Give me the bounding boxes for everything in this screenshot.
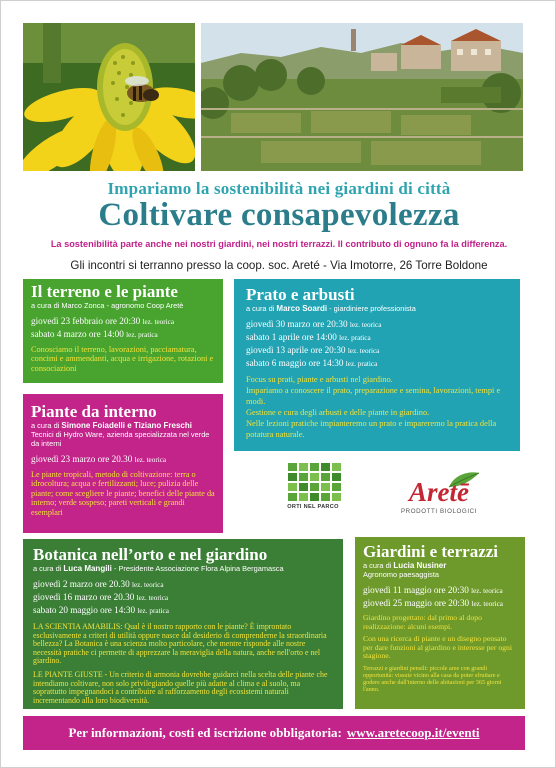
course-title: Piante da interno (31, 402, 157, 421)
course-interno (23, 394, 223, 533)
course-dates (246, 318, 508, 370)
course-curator-role: Agronomo paesaggista (363, 570, 440, 579)
orti-label: ORTI NEL PARCO (287, 504, 339, 510)
course-title: Giardini e terrazzi (363, 542, 499, 561)
events-link[interactable]: www.aretecoop.it/eventi (346, 725, 480, 740)
date-line: sabato 20 maggio ore 14:30 lez. pratica (33, 605, 169, 615)
info-banner (23, 716, 525, 750)
course-description: Focus su prati, piante e arbusti nel giardino. Impariamo a conoscere il prato, preparazione e semina, lavorazioni, tempi e modi. Gestione e cura degli arbusti e delle piante in giardino. Nelle lezioni pratiche impianteremo un prato e impareremo la pratica della potatura naturale. (246, 375, 501, 439)
course-title: Prato e arbusti (246, 285, 355, 304)
flower-bee-photo (23, 23, 195, 171)
course-description: Giardino progettato: dal primo al dopo realizzazione: alcuni esempi. Con una ricerca di piante e un disegno pensato per dare funzioni al giardino e interesse per ogni stagione. Terrazzi e giardini pensili: piccole aree con grandi opportunità: vissute vicino alla casa da poter sfruttare e godere anche dall'interno delle abitazioni per 365 giorni l'anno. (363, 613, 512, 694)
arete-name: Aretē (409, 477, 469, 507)
date-line: giovedì 13 aprile ore 20:30 lez. teorica (246, 345, 380, 355)
course-description: Conosciamo il terreno, lavorazioni, pacciamatura, concimi e ammendanti, acqua e irrigazione, rotazioni e consociazioni (31, 345, 214, 373)
course-dates (31, 315, 215, 341)
header-subtitle: Impariamo la sostenibilità nei giardini di città (107, 179, 451, 198)
course-curator: a cura di Lucia Nusiner (363, 561, 447, 570)
location-line: Gli incontri si terranno presso la coop. soc. Areté - Via Imotorre, 26 Torre Boldone (70, 259, 488, 272)
course-curator: a cura di Marco Soardi - giardiniere professionista (246, 304, 416, 313)
info-text: Per informazioni, costi ed iscrizione obbligatoria: (68, 725, 342, 740)
page-title: Coltivare consapevolezza (98, 197, 460, 233)
date-line: giovedì 2 marzo ore 20.30 lez. teorica (33, 579, 164, 589)
date-line: giovedì 11 maggio ore 20:30 lez. teorica (363, 585, 503, 595)
arete-subtitle: PRODOTTI BIOLOGICI (400, 508, 478, 515)
course-title: Il terreno e le piante (31, 282, 178, 301)
community-garden-photo (201, 23, 523, 171)
course-dates (31, 453, 215, 466)
date-line: giovedì 23 marzo ore 20.30 lez. teorica (31, 454, 167, 464)
course-curator: a cura di Luca Mangili - Presidente Associazione Flora Alpina Bergamasca (33, 564, 284, 573)
course-terrazzi (355, 537, 525, 709)
course-dates (363, 584, 517, 610)
orti-nel-parco-logo (283, 463, 343, 519)
arete-logo (393, 471, 485, 519)
date-line: sabato 6 maggio ore 14:30 lez. pratica (246, 358, 378, 368)
date-line: giovedì 23 febbraio ore 20:30 lez. teorica (31, 316, 175, 326)
course-dates (33, 578, 333, 617)
date-line: giovedì 30 marzo ore 20:30 lez. teorica (246, 319, 382, 329)
date-line: giovedì 16 marzo ore 20.30 lez. teorica (33, 592, 169, 602)
orti-grid-icon (288, 463, 343, 501)
course-description: Le piante tropicali, metodo di coltivazione: terra o idrocoltura; acqua e fertilizzanti; luce; pulizia delle piante; come scegliere le piante; benefici delle piante da interno; verde sospeso; pareti verticali e grandi esemplari (31, 470, 215, 517)
header-tagline: La sostenibilità parte anche nei nostri giardini, nei nostri terrazzi. Il contributo di ognuno fa la differenza. (50, 239, 508, 249)
course-botanica (23, 539, 343, 709)
date-line: sabato 4 marzo ore 14:00 lez. pratica (31, 329, 158, 339)
course-curator: a cura di Marco Zonca - agronomo Coop Aretè (31, 301, 184, 310)
course-arbusti (234, 279, 520, 451)
course-terreno (23, 279, 223, 383)
course-curator: a cura di Simone Foiadelli e Tiziano Freschi Tecnici di Hydro Ware, azienda specializzata nel verde da interni (31, 421, 210, 448)
date-line: sabato 1 aprile ore 14:00 lez. pratica (246, 332, 371, 342)
course-title: Botanica nell’orto e nel giardino (33, 545, 268, 564)
date-line: giovedì 25 maggio ore 20:30 lez. teorica (363, 598, 503, 608)
course-description: LA SCIENTIA AMABILIS: Qual è il nostro rapporto con le piante? È improntato esclusivamente a criteri di utilità oppure nasce dal desiderio di comprenderne la straordinaria bellezza? La Botanica è una scienza molto particolare, che mentre risponde alle nostre necessità pratiche ci permette di apprezzare la meraviglia della natura, anche nell'orto e nel giardino. LE PIANTE GIUSTE - Un criterio di armonia dovrebbe guidarci nella scelta delle piante che intendiamo coltivare, non solo privilegiando quelle più adatte al clima e al suolo, ma soprattutto impegnandoci a contribuire al rafforzamento degli ecosistemi naturali incrementando alla loro biodiversità. (33, 622, 328, 705)
